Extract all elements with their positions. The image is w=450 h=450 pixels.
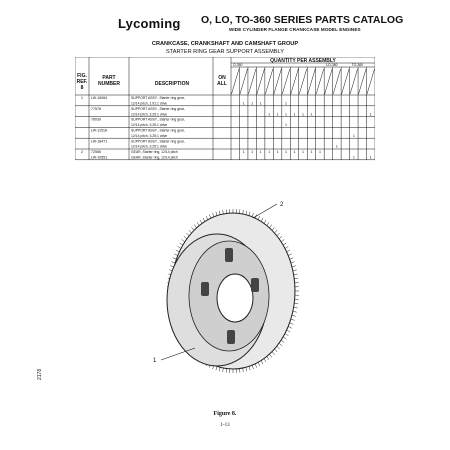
group-title: CRANKCASE, CRANKSHAFT AND CAMSHAFT GROUP — [151, 41, 299, 47]
gear-tooth — [180, 243, 183, 245]
gear-tooth — [243, 210, 244, 214]
gear-tooth — [184, 236, 187, 239]
gear-tooth — [243, 368, 244, 372]
quantity-mark: 1 — [352, 155, 355, 160]
description-cell: 12/14 pitch, 3.25:1 drive — [131, 133, 168, 138]
model-column-diagonal — [308, 69, 315, 94]
quantity-mark: 1 — [268, 150, 271, 155]
mounting-slot-bottom — [227, 330, 235, 344]
gear-tooth — [272, 227, 275, 230]
group-subtitle: STARTER RING GEAR SUPPORT ASSEMBLY — [166, 49, 284, 55]
quantity-mark: 1 — [259, 101, 262, 106]
quantity-mark: 1 — [268, 112, 271, 117]
gear-tooth — [269, 225, 271, 228]
gear-tooth — [279, 343, 282, 346]
catalog-title: O, LO, TO-360 SERIES PARTS CATALOG — [201, 14, 404, 26]
part-number-cell: 76030 — [91, 117, 101, 122]
catalog-subtitle: WIDE CYLINDER FLANGE CRANKCASE MODEL ENGINES — [229, 27, 361, 32]
callout-2: 2 — [280, 202, 284, 208]
model-column-diagonal — [248, 69, 255, 94]
model-column-diagonal — [291, 69, 298, 94]
gear-tooth — [281, 340, 284, 343]
quantity-mark: 1 — [259, 150, 262, 155]
gear-tooth — [283, 243, 286, 245]
model-column-diagonal — [257, 69, 264, 94]
starter-ring-gear-illustration — [145, 198, 305, 393]
quantity-mark: 1 — [310, 150, 313, 155]
quantity-mark: 1 — [242, 101, 245, 106]
quantity-header: QUANTITY PER ASSEMBLY — [270, 58, 336, 64]
mounting-slot-left — [201, 282, 209, 296]
page-number: 1-13 — [220, 423, 230, 428]
fig-ref-cell: 2 — [81, 150, 83, 155]
model-column-diagonal — [325, 69, 332, 94]
description-header: DESCRIPTION — [154, 81, 190, 87]
callout-leader-2 — [253, 204, 277, 218]
side-code: 2178 — [37, 368, 43, 380]
gear-tooth — [269, 354, 271, 357]
description-cell: GEAR, Starter ring, 12/14 pitch — [131, 155, 178, 160]
model-column-diagonal — [265, 69, 272, 94]
model-group-label: LO-360 — [326, 63, 338, 68]
gear-tooth — [274, 230, 277, 233]
model-column-diagonal — [274, 69, 281, 94]
quantity-mark: 1 — [302, 112, 304, 117]
quantity-mark: 1 — [285, 112, 288, 117]
description-cell: SUPPORT ASSY., Starter ring gear, — [131, 96, 185, 101]
gear-tooth — [277, 233, 280, 236]
quantity-mark: 1 — [251, 101, 254, 106]
gear-tooth — [223, 210, 224, 214]
model-column-diagonal — [282, 69, 289, 94]
description-cell: GEAR, Starter ring, 12/14 pitch — [131, 150, 178, 155]
description-cell: SUPPORT ASSY., Starter ring gear, — [131, 139, 185, 144]
model-column-diagonal — [240, 69, 247, 94]
fig-ref-header: FIG. — [77, 73, 87, 79]
fig-ref-header: 8 — [80, 85, 84, 91]
quantity-mark: 1 — [285, 101, 288, 106]
quantity-mark: 1 — [251, 150, 254, 155]
gear-tooth — [281, 239, 284, 242]
quantity-mark: 1 — [369, 112, 372, 117]
part-number-cell: 72566 — [91, 150, 101, 155]
model-group-label: O-360 — [233, 63, 243, 68]
fig-ref-header: REF. — [76, 79, 88, 85]
quantity-mark: 1 — [352, 133, 355, 138]
quantity-mark: 1 — [369, 155, 372, 160]
model-column-diagonal — [350, 69, 357, 94]
brand-name: Lycoming — [118, 16, 181, 31]
gear-tooth — [274, 349, 277, 352]
part-number-cell: LW-16064 — [91, 96, 108, 101]
on-all-header: ALL — [217, 81, 227, 87]
description-cell: SUPPORT ASSY., Starter ring gear, — [131, 106, 185, 111]
quantity-mark: 1 — [276, 150, 279, 155]
fig-ref-cell: 1 — [81, 96, 83, 101]
callout-1: 1 — [153, 358, 157, 364]
quantity-mark: 1 — [318, 150, 321, 155]
model-column-diagonal — [367, 69, 374, 94]
parts-table — [75, 57, 375, 167]
gear-tooth — [294, 278, 298, 279]
quantity-mark: 1 — [276, 112, 279, 117]
model-column-diagonal — [316, 69, 323, 94]
quantity-mark: 1 — [293, 150, 296, 155]
quantity-mark: 1 — [293, 112, 296, 117]
quantity-mark: 1 — [285, 150, 288, 155]
gear-tooth — [194, 225, 196, 228]
model-column-diagonal — [359, 69, 366, 94]
gear-tooth — [283, 337, 286, 339]
model-column-diagonal — [333, 69, 340, 94]
part-number-header: PART — [102, 75, 116, 81]
part-number-header: NUMBER — [98, 81, 120, 87]
mounting-slot-top — [225, 248, 233, 262]
quantity-mark: 1 — [285, 123, 288, 128]
mounting-slot-right — [251, 278, 259, 292]
gear-tooth — [182, 239, 185, 242]
description-cell: SUPPORT ASSY., Starter ring gear, — [131, 117, 185, 122]
gear-tooth — [186, 233, 189, 236]
part-number-cell: LW-10551 — [91, 155, 108, 160]
gear-tooth — [189, 230, 192, 233]
description-cell: 12/14 pitch, 3.25:1 drive — [131, 123, 168, 128]
figure-caption: Figure 8. — [213, 411, 237, 417]
on-all-header: ON — [218, 75, 226, 81]
part-number-cell: LW-11518 — [91, 128, 107, 133]
model-column-diagonal — [232, 69, 239, 94]
support-hub — [217, 274, 253, 322]
description-cell: 12/14 pitch, 3.25:1 drive — [131, 144, 168, 149]
gear-tooth — [223, 368, 224, 372]
gear-tooth — [294, 303, 298, 304]
part-number-cell: LW-18471 — [91, 139, 108, 144]
gear-tooth — [191, 227, 194, 230]
part-number-cell: 77578 — [91, 106, 101, 111]
description-cell: 12/14 pitch, 3.25:1 drive — [131, 112, 168, 117]
quantity-mark: 1 — [310, 112, 313, 117]
quantity-mark: 1 — [335, 144, 338, 149]
description-cell: 12/14 pitch, 1.91:1 drive — [131, 101, 168, 106]
quantity-mark: 1 — [302, 150, 304, 155]
model-group-label: TO-360 — [351, 63, 364, 68]
description-cell: SUPPORT ASSY., Starter ring gear, — [131, 128, 185, 133]
quantity-mark: 1 — [242, 150, 245, 155]
model-column-diagonal — [342, 69, 349, 94]
gear-tooth — [279, 236, 282, 239]
model-column-diagonal — [299, 69, 306, 94]
gear-tooth — [272, 352, 275, 355]
gear-tooth — [277, 346, 280, 349]
